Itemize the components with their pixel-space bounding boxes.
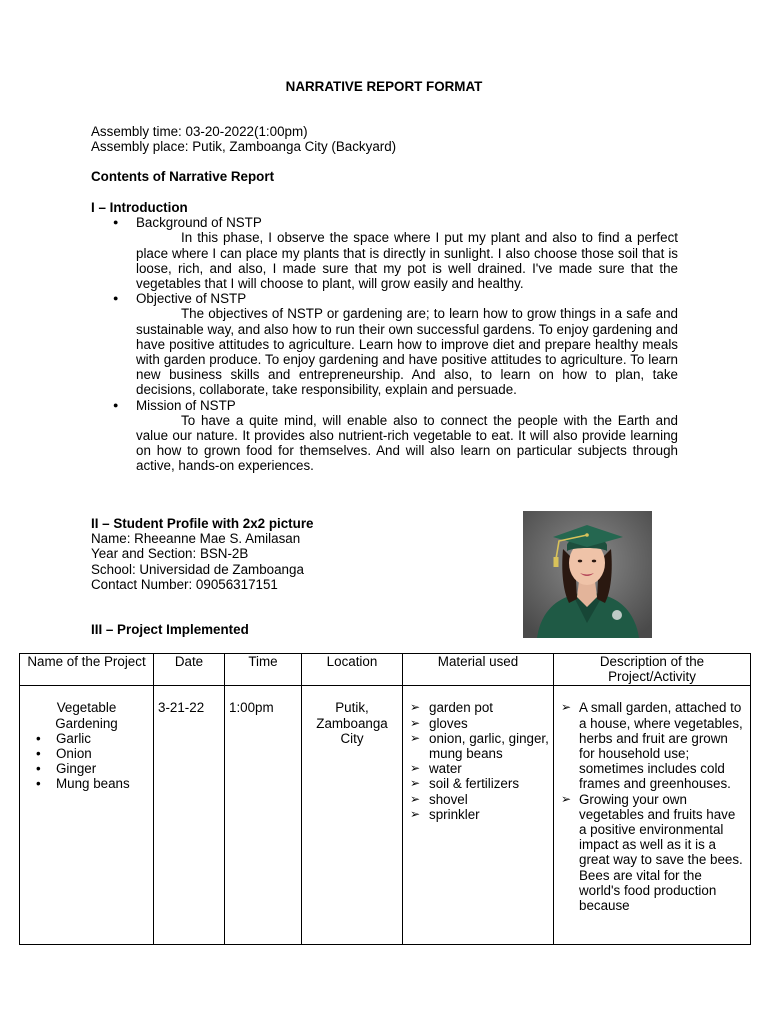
contents-heading: Contents of Narrative Report (91, 169, 275, 184)
crop-list (24, 731, 149, 792)
project-materials-cell (403, 686, 554, 945)
project-name: Vegetable Gardening (55, 700, 118, 731)
list-item: ➢ gloves (407, 716, 549, 731)
introduction-section (91, 200, 678, 474)
project-date-cell: 3-21-22 (154, 686, 225, 945)
introduction-heading: I – Introduction (91, 200, 188, 215)
column-header-name: Name of the Project (20, 654, 154, 686)
graduate-portrait-image (523, 511, 652, 638)
student-photo (523, 511, 652, 638)
list-item: ➢ sprinkler (407, 807, 549, 822)
student-profile (91, 516, 313, 592)
project-description-cell (554, 686, 751, 945)
column-header-material: Material used (403, 654, 554, 686)
assembly-info (91, 124, 396, 154)
list-item: ➢ soil & fertilizers (407, 776, 549, 791)
description-list (558, 700, 746, 913)
project-name-cell (20, 686, 154, 945)
list-item (91, 398, 678, 474)
materials-list (407, 700, 549, 822)
intro-item-text: In this phase, I observe the space where I put my plant and also to find a perfect place where I can place my plants that is directly in sunlight. I also choose those soil that is loose, rich, and also, I made sure that my pot is well drained. I've made sure that the vegetables that I will choose to plant, will grow easily and healthy. (136, 230, 678, 292)
list-item: ➢ A small garden, attached to a house, where vegetables, herbs and fruit are grown for household use; sometimes includes cold frames and greenhouses. (558, 700, 746, 791)
project-time-cell: 1:00pm (225, 686, 302, 945)
profile-year-section: Year and Section: BSN-2B (91, 546, 249, 562)
profile-heading: II – Student Profile with 2x2 picture (91, 516, 314, 531)
profile-contact: Contact Number: 09056317151 (91, 576, 278, 592)
list-item: ➢ onion, garlic, ginger, mung beans (407, 731, 549, 761)
list-item: ➢ Growing your own vegetables and fruits have a positive environmental impact as well as it is a great way to save the bees. Bees are vital for the world's food production because (558, 792, 746, 914)
list-item: ➢ shovel (407, 792, 549, 807)
list-item: • Onion (56, 746, 149, 761)
intro-item-label: ● Mission of NSTP (136, 397, 236, 413)
list-item: • Garlic (56, 731, 149, 746)
table-header-row (20, 654, 751, 686)
column-header-date: Date (154, 654, 225, 686)
list-item (91, 215, 678, 291)
list-item: • Mung beans (56, 776, 149, 791)
list-item: ➢ water (407, 761, 549, 776)
list-item (91, 291, 678, 397)
intro-item-text: The objectives of NSTP or gardening are; to learn how to grow things in a safe and sustainable way, and also how to run their own successful gardens. To enjoy gardening and have positive attitudes to agriculture. Learn how to improve diet and prepare healthy meals with garden produce. To enjoy gardening and have positive attitudes to agriculture. To learn new business skills and entrepreneurship. And also, to learn on how to plan, take decisions, collaborate, take responsibility, explain and persuade. (136, 306, 678, 398)
intro-item-label: ● Objective of NSTP (136, 291, 247, 307)
project-location-cell: Putik, Zamboanga City (302, 686, 403, 945)
profile-name: Name: Rheeanne Mae S. Amilasan (91, 531, 301, 547)
column-header-location: Location (302, 654, 403, 686)
introduction-list (91, 215, 678, 473)
intro-item-text: To have a quite mind, will enable also to connect the people with the Earth and value our nature. It provides also nutrient-rich vegetable to eat. It will also provide learning on how to grown food for themselves. And will also learn on particular subjects through active, hands-on experiences. (136, 412, 678, 474)
document-title: NARRATIVE REPORT FORMAT (285, 79, 483, 94)
profile-school: School: Universidad de Zamboanga (91, 561, 304, 577)
project-heading: III – Project Implemented (91, 622, 249, 637)
table-row (20, 686, 751, 945)
column-header-time: Time (225, 654, 302, 686)
intro-item-label: ● Background of NSTP (136, 215, 262, 231)
list-item: • Ginger (56, 761, 149, 776)
list-item: ➢ garden pot (407, 700, 549, 715)
project-table (19, 653, 751, 945)
assembly-place: Assembly place: Putik, Zamboanga City (Backyard) (91, 139, 397, 155)
column-header-description: Description of the Project/Activity (554, 654, 751, 686)
assembly-time: Assembly time: 03-20-2022(1:00pm) (91, 124, 308, 139)
